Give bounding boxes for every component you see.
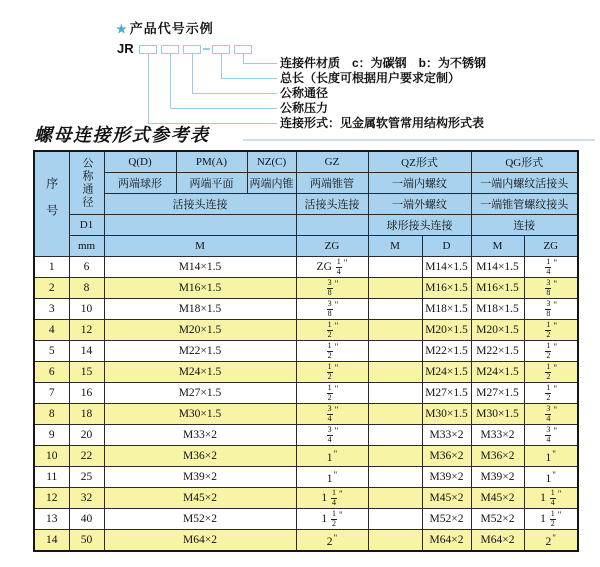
header-mm: mm [69, 236, 104, 257]
inch-mark: " [553, 341, 558, 352]
table-title: 螺母连接形式参考表 [34, 125, 210, 145]
cell-dn: 40 [69, 509, 104, 530]
cell-qz-m [368, 530, 422, 552]
cell-qz-m [368, 299, 422, 320]
cell-seq: 9 [34, 425, 69, 446]
cell-qg-zg [524, 320, 578, 341]
cell-seq: 2 [34, 278, 69, 299]
header-col-qg: QG形式 [471, 151, 578, 173]
inch-mark: " [557, 488, 562, 499]
cell-qg-m: M36×2 [471, 446, 524, 467]
cell-m: M30×1.5 [104, 404, 296, 425]
inch-mark: " [552, 469, 556, 480]
cell-qg-zg [524, 425, 578, 446]
cell-dn: 10 [69, 299, 104, 320]
cell-gz: 1" [296, 446, 368, 467]
cell-qg-zg [524, 362, 578, 383]
header-qz-connection: 球形接头连接 [368, 215, 471, 236]
header-gz-desc: 两端锥管 [296, 173, 368, 194]
header-col-pm: PM(A) [176, 151, 247, 173]
inch-mark: " [553, 257, 558, 268]
cell-qg-m: M45×2 [471, 488, 524, 509]
cell-qg-zg [524, 341, 578, 362]
table-row [34, 467, 578, 488]
cell-qg-m: M52×2 [471, 509, 524, 530]
table-row [34, 320, 578, 341]
inch-mark: " [553, 425, 558, 436]
header-blank-2 [296, 215, 368, 236]
inch-mark: " [338, 509, 343, 520]
cell-gz [296, 404, 368, 425]
header-unit-zg-qg: ZG [524, 236, 578, 257]
header-unit-m-qg: M [471, 236, 524, 257]
cell-qg-zg [524, 383, 578, 404]
fraction: $\frac{1}{4}$ [550, 487, 555, 507]
code-box-3 [183, 45, 201, 54]
cell-qg-zg: 1" [524, 467, 578, 488]
cell-qz-d: M36×2 [422, 446, 471, 467]
header-qg-desc1: 一端内螺纹活接头 [471, 173, 578, 194]
cell-dn: 20 [69, 425, 104, 446]
cell-qg-m: M18×1.5 [471, 299, 524, 320]
diagram-label-pressure: 公称压力 [280, 101, 329, 115]
cell-qg-m: M22×1.5 [471, 341, 524, 362]
inch-mark: " [334, 404, 339, 415]
table-row [34, 425, 578, 446]
cell-qz-d: M27×1.5 [422, 383, 471, 404]
inch-mark: " [334, 383, 339, 394]
cell-qz-d: M52×2 [422, 509, 471, 530]
cell-qg-zg: 2" [524, 530, 578, 552]
table-row [34, 509, 578, 530]
diagram-label-diameter: 公称通径 [280, 86, 329, 100]
header-d1: D1 [69, 215, 104, 236]
cell-qg-m: M16×1.5 [471, 278, 524, 299]
cell-m: M36×2 [104, 446, 296, 467]
header-col-gz: GZ [296, 151, 368, 173]
cell-m: M27×1.5 [104, 383, 296, 404]
code-box-2 [161, 45, 179, 54]
cell-dn: 8 [69, 278, 104, 299]
header-nz-desc: 两端内锥 [247, 173, 296, 194]
header-pm-desc: 两端平面 [176, 173, 247, 194]
cell-gz [296, 383, 368, 404]
cell-qg-m: M27×1.5 [471, 383, 524, 404]
cell-qz-d: M16×1.5 [422, 278, 471, 299]
header-col-q: Q(D) [104, 151, 176, 173]
fraction: $\frac{1}{4}$ [336, 256, 341, 276]
cell-qg-zg [524, 404, 578, 425]
header-col-qz: QZ形式 [368, 151, 471, 173]
fraction: $\frac{1}{2}$ [327, 319, 332, 339]
inch-mark: " [334, 341, 339, 352]
table-row [34, 299, 578, 320]
cell-qz-d: M22×1.5 [422, 341, 471, 362]
cell-gz [296, 341, 368, 362]
cell-m: M24×1.5 [104, 362, 296, 383]
header-nominal-diameter-text: 公称通径 [81, 157, 93, 209]
cell-m: M18×1.5 [104, 299, 296, 320]
table-body [34, 257, 578, 552]
header-qg-desc2: 一端锥管螺纹接头 [471, 194, 578, 215]
inch-mark: " [334, 362, 339, 373]
cell-seq: 11 [34, 467, 69, 488]
cell-qz-m [368, 425, 422, 446]
cell-qz-m [368, 488, 422, 509]
table-header [34, 151, 578, 257]
header-nominal-diameter [69, 151, 104, 215]
inch-mark: " [333, 448, 338, 459]
header-gz-connection: 活接头连接 [296, 194, 368, 215]
fraction: $\frac{3}{8}$ [546, 298, 551, 318]
cell-seq: 3 [34, 299, 69, 320]
header-qz-desc1: 一端内螺纹 [368, 173, 471, 194]
fraction: $\frac{1}{2}$ [327, 340, 332, 360]
cell-dn: 12 [69, 320, 104, 341]
cell-qz-m [368, 257, 422, 278]
fraction: $\frac{1}{2}$ [327, 382, 332, 402]
diagram-heading-text: 产品代号示例 [129, 21, 214, 36]
code-box-1 [139, 45, 157, 54]
cell-qz-d: M33×2 [422, 425, 471, 446]
cell-qz-d: M30×1.5 [422, 404, 471, 425]
fraction: $\frac{1}{2}$ [546, 340, 551, 360]
cell-seq: 5 [34, 341, 69, 362]
cell-dn: 22 [69, 446, 104, 467]
cell-qz-m [368, 509, 422, 530]
cell-qz-m [368, 341, 422, 362]
header-unit-zg: ZG [296, 236, 368, 257]
header-col-nz: NZ(C) [247, 151, 296, 173]
inch-mark: " [553, 278, 558, 289]
cell-qz-d: M24×1.5 [422, 362, 471, 383]
cell-qz-m [368, 278, 422, 299]
cell-gz [296, 362, 368, 383]
header-unit-d: D [422, 236, 471, 257]
cell-qz-d: M18×1.5 [422, 299, 471, 320]
cell-dn: 15 [69, 362, 104, 383]
fraction: $\frac{3}{8}$ [327, 277, 332, 297]
cell-qg-zg [524, 257, 578, 278]
code-prefix: JR [117, 41, 134, 56]
cell-qg-m: M64×2 [471, 530, 524, 552]
inch-mark: " [334, 425, 339, 436]
cell-m: M45×2 [104, 488, 296, 509]
code-dash [203, 48, 210, 50]
cell-gz [296, 278, 368, 299]
cell-gz: 1" [296, 467, 368, 488]
cell-qg-zg: 1" [524, 446, 578, 467]
diagram-label-length: 总长（长度可根据用户要求定制） [280, 71, 461, 85]
cell-qg-zg: 1 $\frac{1}{2}$ " [524, 509, 578, 530]
inch-mark: " [334, 320, 339, 331]
header-q-desc: 两端球形 [104, 173, 176, 194]
inch-mark: " [553, 383, 558, 394]
cell-m: M52×2 [104, 509, 296, 530]
fraction: $\frac{1}{2}$ [327, 361, 332, 381]
cell-qg-m: M20×1.5 [471, 320, 524, 341]
header-unit-m-qz: M [368, 236, 422, 257]
header-qz-desc2: 一端外螺纹 [368, 194, 471, 215]
cell-qz-m [368, 383, 422, 404]
cell-gz: 2" [296, 530, 368, 552]
fraction: $\frac{3}{4}$ [327, 424, 332, 444]
fraction: $\frac{1}{2}$ [546, 319, 551, 339]
cell-seq: 10 [34, 446, 69, 467]
cell-qz-d: M20×1.5 [422, 320, 471, 341]
fraction: $\frac{3}{8}$ [327, 298, 332, 318]
cell-qz-d: M45×2 [422, 488, 471, 509]
cell-m: M16×1.5 [104, 278, 296, 299]
cell-dn: 50 [69, 530, 104, 552]
cell-qg-m: M39×2 [471, 467, 524, 488]
cell-qz-m [368, 362, 422, 383]
header-seq-text: 序号 [44, 177, 59, 231]
cell-m: M33×2 [104, 425, 296, 446]
code-box-4 [212, 45, 230, 54]
connector-line-5 [243, 54, 277, 64]
cell-m: M39×2 [104, 467, 296, 488]
inch-mark: " [552, 448, 556, 459]
cell-seq: 12 [34, 488, 69, 509]
header-blank-1 [104, 215, 296, 236]
cell-qz-m [368, 320, 422, 341]
header-seq [34, 151, 69, 257]
cell-qg-m: M24×1.5 [471, 362, 524, 383]
fraction: $\frac{1}{2}$ [331, 508, 336, 528]
cell-dn: 32 [69, 488, 104, 509]
table-row [34, 488, 578, 509]
table-row [34, 404, 578, 425]
fraction: $\frac{1}{4}$ [546, 256, 551, 276]
cell-m: M20×1.5 [104, 320, 296, 341]
cell-dn: 25 [69, 467, 104, 488]
inch-mark: " [553, 320, 558, 331]
cell-qz-m [368, 404, 422, 425]
inch-mark: " [334, 299, 339, 310]
table-row [34, 446, 578, 467]
cell-m: M64×2 [104, 530, 296, 552]
table-row [34, 278, 578, 299]
table-row [34, 341, 578, 362]
star-icon: ★ [116, 22, 128, 36]
cell-dn: 18 [69, 404, 104, 425]
cell-qg-m: M33×2 [471, 425, 524, 446]
fraction: $\frac{1}{2}$ [550, 508, 555, 528]
cell-gz [296, 425, 368, 446]
fraction: $\frac{1}{2}$ [546, 382, 551, 402]
inch-mark: " [334, 278, 339, 289]
diagram-label-material: 连接件材质 c：为碳钢 b：为不锈钢 [280, 56, 487, 70]
cell-gz: ZG $\frac{1}{4}$ " [296, 257, 368, 278]
header-qg-connection: 连接 [471, 215, 578, 236]
inch-mark: " [553, 299, 558, 310]
inch-mark: " [333, 532, 338, 543]
cell-dn: 6 [69, 257, 104, 278]
nut-connection-table [33, 150, 579, 552]
cell-m: M22×1.5 [104, 341, 296, 362]
cell-seq: 4 [34, 320, 69, 341]
cell-qz-d: M64×2 [422, 530, 471, 552]
table-row [34, 257, 578, 278]
cell-qg-zg [524, 278, 578, 299]
fraction: $\frac{3}{8}$ [546, 277, 551, 297]
inch-mark: " [343, 257, 348, 268]
header-union-connection: 活接头连接 [104, 194, 296, 215]
fraction: $\frac{1}{4}$ [331, 487, 336, 507]
fraction: $\frac{3}{4}$ [546, 424, 551, 444]
table-row [34, 383, 578, 404]
cell-qz-m [368, 467, 422, 488]
inch-mark: " [338, 488, 343, 499]
cell-seq: 1 [34, 257, 69, 278]
cell-dn: 16 [69, 383, 104, 404]
code-box-5 [234, 45, 252, 54]
fraction: $\frac{3}{4}$ [546, 403, 551, 423]
cell-seq: 13 [34, 509, 69, 530]
diagram-heading [116, 18, 214, 37]
inch-mark: " [552, 532, 556, 543]
header-unit-m: M [104, 236, 296, 257]
cell-dn: 14 [69, 341, 104, 362]
divider-rule [243, 139, 595, 141]
cell-seq: 7 [34, 383, 69, 404]
cell-qg-zg: 1 $\frac{1}{4}$ " [524, 488, 578, 509]
fraction: $\frac{3}{4}$ [327, 403, 332, 423]
cell-qg-m: M14×1.5 [471, 257, 524, 278]
cell-qz-d: M14×1.5 [422, 257, 471, 278]
cell-seq: 14 [34, 530, 69, 552]
cell-gz: 1 $\frac{1}{2}$ " [296, 509, 368, 530]
cell-seq: 8 [34, 404, 69, 425]
table-row [34, 362, 578, 383]
cell-gz: 1 $\frac{1}{4}$ " [296, 488, 368, 509]
cell-qz-d: M39×2 [422, 467, 471, 488]
cell-seq: 6 [34, 362, 69, 383]
cell-qz-m [368, 446, 422, 467]
inch-mark: " [553, 362, 558, 373]
fraction: $\frac{1}{2}$ [546, 361, 551, 381]
cell-gz [296, 299, 368, 320]
cell-gz [296, 320, 368, 341]
cell-qg-m: M30×1.5 [471, 404, 524, 425]
inch-mark: " [557, 509, 562, 520]
cell-m: M14×1.5 [104, 257, 296, 278]
inch-mark: " [553, 404, 558, 415]
inch-mark: " [333, 469, 338, 480]
table-row [34, 530, 578, 552]
cell-qg-zg [524, 299, 578, 320]
diagram-label-connection: 连接形式：见金属软管常用结构形式表 [280, 116, 485, 130]
